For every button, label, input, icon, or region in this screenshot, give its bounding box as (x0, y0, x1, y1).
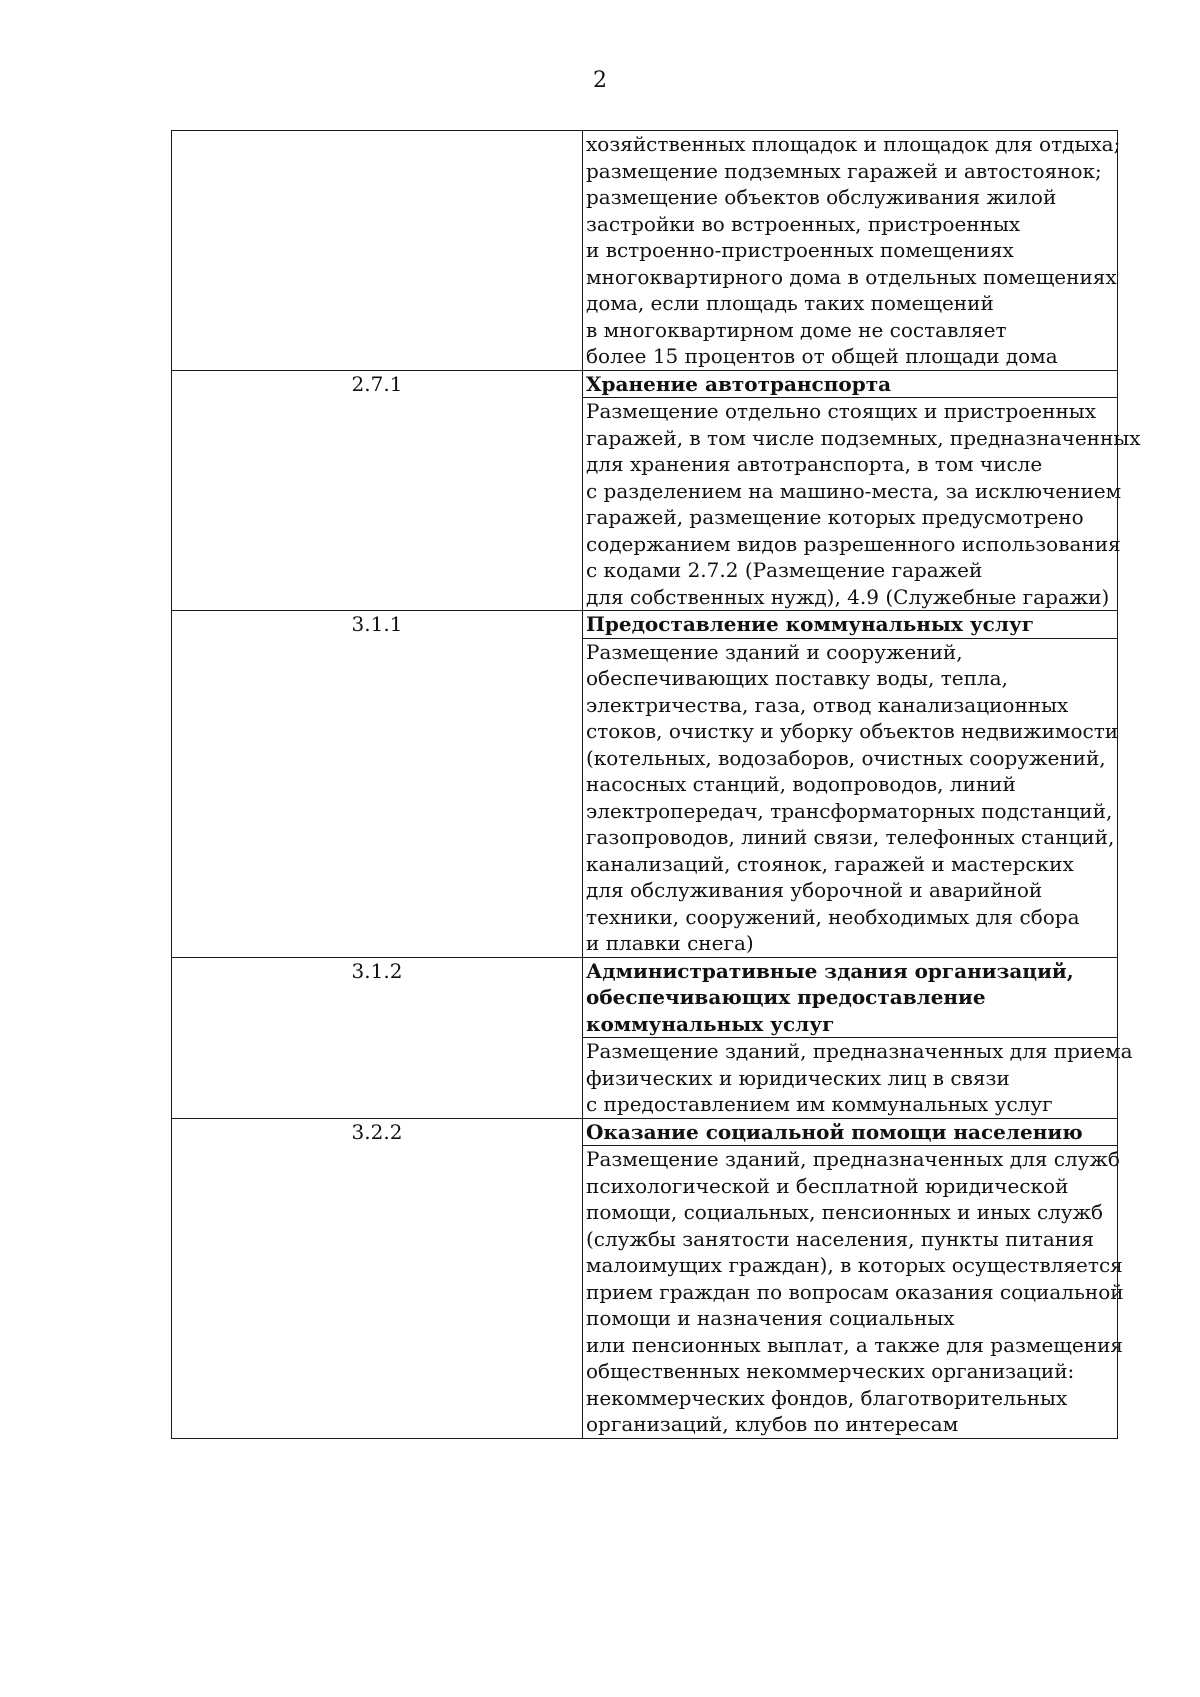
table-row (172, 957, 1118, 1118)
description-line: психологической и бесплатной юридической (586, 1173, 1069, 1198)
description-line: техники, сооружений, необходимых для сбора (586, 904, 1080, 929)
heading-line: обеспечивающих предоставление (586, 985, 986, 1009)
description-line: для обслуживания уборочной и аварийной (586, 878, 1043, 902)
table-body (172, 131, 1141, 1439)
description-line: дома, если площадь таких помещений (586, 291, 994, 315)
description-line: (котельных, водозаборов, очистных сооружений, (586, 745, 1106, 770)
description-line: Размещение зданий, предназначенных для приема (586, 1039, 1133, 1063)
land-use-content-cell (583, 1118, 1124, 1438)
description-line: многоквартирного дома в отдельных помещениях (586, 264, 1117, 289)
description-line: некоммерческих фондов, благотворительных (586, 1385, 1068, 1410)
description-line: гаражей, в том числе подземных, предназначенных (586, 425, 1141, 450)
description-line: Размещение зданий, предназначенных для служб (586, 1147, 1120, 1171)
description-line: Размещение отдельно стоящих и пристроенных (586, 399, 1096, 423)
land-use-content-cell (583, 611, 1118, 958)
description-line: размещение объектов обслуживания жилой (586, 185, 1057, 209)
description-line: размещение подземных гаражей и автостоянок; (586, 158, 1102, 183)
land-use-code-cell: 3.2.2 (172, 1118, 583, 1438)
description-line: стоков, очистку и уборку объектов недвижимости (586, 719, 1119, 743)
land-use-content-cell (583, 370, 1141, 611)
description-line: и плавки снега) (586, 931, 754, 955)
description-line: (службы занятости населения, пункты питания (586, 1226, 1095, 1251)
description-line: с предоставлением им коммунальных услуг (586, 1092, 1053, 1116)
description-line: и встроенно-пристроенных помещениях (586, 238, 1014, 262)
description-line: с разделением на машино-места, за исключением (586, 478, 1122, 503)
heading-line: Предоставление коммунальных услуг (586, 612, 1034, 636)
description-line: физических и юридических лиц в связи (586, 1065, 1010, 1090)
land-use-heading (583, 371, 1117, 399)
table-row (172, 370, 1118, 611)
description-line: помощи и назначения социальных (586, 1306, 955, 1330)
land-use-description (583, 398, 1141, 610)
land-use-table (171, 130, 1141, 1439)
description-line: или пенсионных выплат, а также для размещения (586, 1332, 1124, 1357)
description-line: прием граждан по вопросам оказания социальной (586, 1279, 1124, 1304)
description-line: общественных некоммерческих организаций: (586, 1359, 1075, 1383)
table-row (172, 131, 1118, 371)
table-row (172, 611, 1118, 958)
land-use-code-cell: 2.7.1 (172, 370, 583, 611)
land-use-description (583, 131, 1121, 370)
land-use-description (583, 1038, 1133, 1118)
description-line: хозяйственных площадок и площадок для отдыха; (586, 132, 1121, 156)
description-line: для собственных нужд), 4.9 (Служебные гаражи) (586, 584, 1110, 609)
description-line: более 15 процентов от общей площади дома (586, 344, 1058, 368)
description-line: электропередач, трансформаторных подстанций, (586, 798, 1113, 823)
land-use-heading (583, 611, 1117, 639)
description-line: с кодами 2.7.2 (Размещение гаражей (586, 558, 983, 582)
description-line: организаций, клубов по интересам (586, 1412, 959, 1436)
land-use-code-cell: 3.1.2 (172, 957, 583, 1118)
land-use-description (583, 1146, 1124, 1438)
description-line: малоимущих граждан), в которых осуществляется (586, 1253, 1123, 1277)
land-use-code-cell: 3.1.1 (172, 611, 583, 958)
table-row (172, 1118, 1118, 1438)
description-line: канализаций, стоянок, гаражей и мастерских (586, 851, 1074, 876)
land-use-heading (583, 958, 1117, 1039)
description-line: застройки во встроенных, пристроенных (586, 211, 1021, 236)
description-line: обеспечивающих поставку воды, тепла, (586, 666, 1008, 690)
land-use-content-cell (583, 131, 1121, 371)
description-line: содержанием видов разрешенного использования (586, 531, 1121, 556)
land-use-description (583, 639, 1117, 957)
land-use-heading (583, 1119, 1117, 1147)
description-line: гаражей, размещение которых предусмотрено (586, 505, 1084, 529)
land-use-content-cell (583, 957, 1133, 1118)
land-use-code-cell (172, 131, 583, 371)
description-line: Размещение зданий и сооружений, (586, 639, 963, 664)
description-line: помощи, социальных, пенсионных и иных служб (586, 1200, 1104, 1224)
description-line: в многоквартирном доме не составляет (586, 317, 1007, 342)
page-number: 2 (593, 68, 607, 93)
description-line: электричества, газа, отвод канализационных (586, 692, 1069, 717)
heading-line: Административные здания организаций, (586, 958, 1074, 983)
heading-line: Оказание социальной помощи населению (586, 1119, 1083, 1144)
description-line: насосных станций, водопроводов, линий (586, 772, 1016, 796)
description-line: газопроводов, линий связи, телефонных станций, (586, 825, 1115, 849)
description-line: для хранения автотранспорта, в том числе (586, 452, 1043, 476)
heading-line: коммунальных услуг (586, 1011, 835, 1036)
heading-line: Хранение автотранспорта (586, 371, 892, 396)
